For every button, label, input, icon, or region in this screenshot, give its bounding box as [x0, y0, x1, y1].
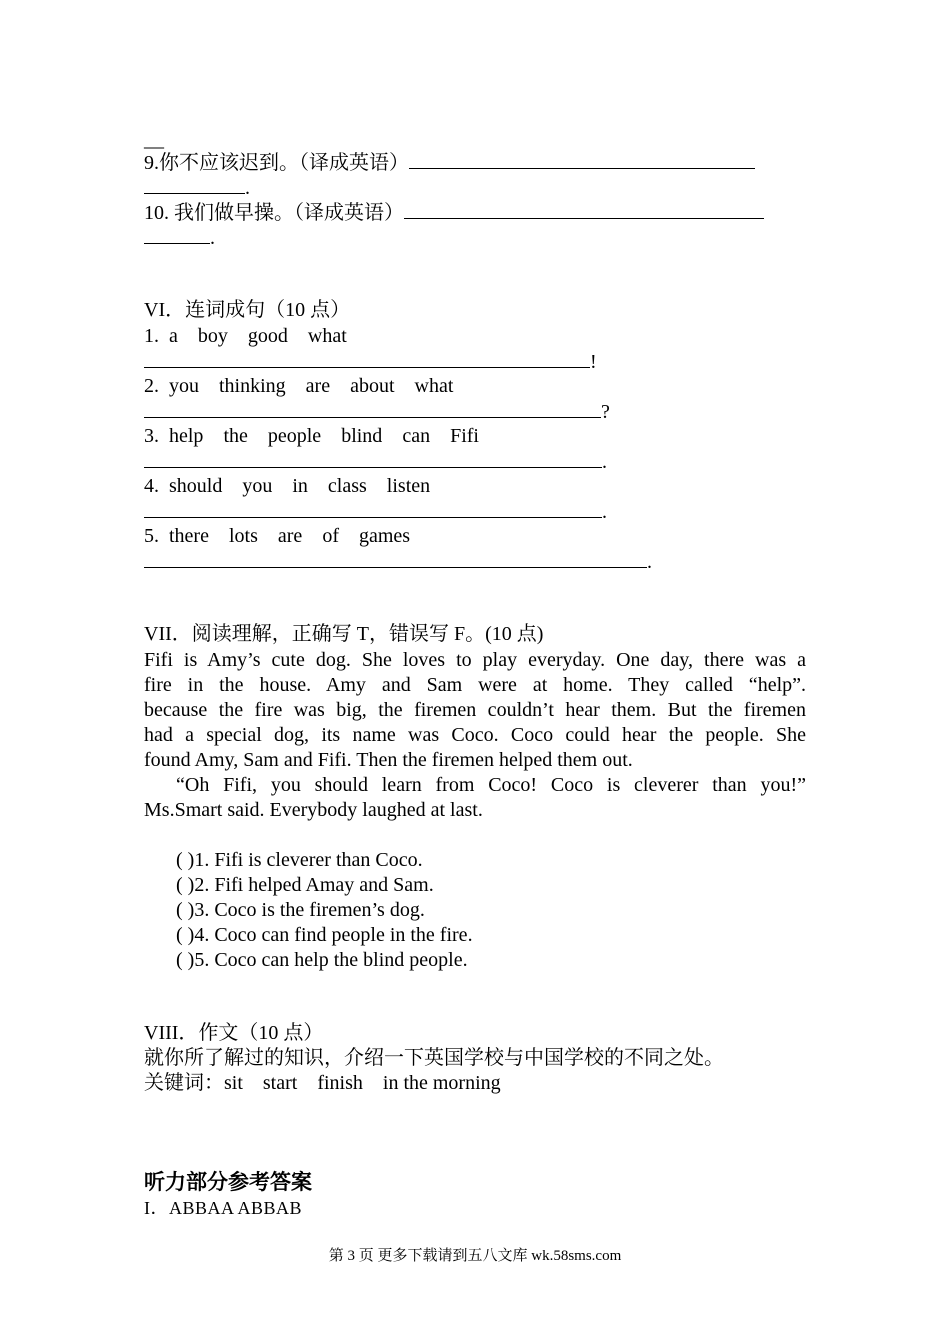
section-6-title: VI．连词成句（10 点） [144, 299, 351, 321]
tf-question-1: ( )1. Fifi is cleverer than Coco. [176, 849, 423, 871]
reorder-item-2: 2. you thinking are about what [144, 375, 454, 397]
reorder-item-3: 3. help the people blind can Fifi [144, 425, 479, 447]
section-8-title: VIII．作文（10 点） [144, 1022, 324, 1044]
answer-blank[interactable] [404, 200, 764, 219]
passage-line: fire in the house. Amy and Sam were at home. They called “help”. [144, 674, 806, 696]
reorder-item-1: 1. a boy good what [144, 325, 347, 347]
reorder-answer-4: . [144, 499, 607, 525]
tf-question-2: ( )2. Fifi helped Amay and Sam. [176, 874, 434, 896]
document-page [144, 0, 806, 1344]
reorder-answer-5: . [144, 549, 652, 575]
answer-blank[interactable] [144, 349, 590, 368]
reorder-answer-2: ? [144, 399, 610, 425]
tf-question-5: ( )5. Coco can help the blind people. [176, 949, 468, 971]
answer-blank[interactable] [144, 499, 602, 518]
stub-underline: __ [144, 129, 164, 151]
passage-line: “Oh Fifi, you should learn from Coco! Coco is cleverer than you!” [176, 774, 806, 796]
answer-blank[interactable] [144, 449, 602, 468]
passage-line: Fifi is Amy’s cute dog. She loves to play everyday. One day, there was a [144, 649, 806, 671]
passage-line: because the fire was big, the firemen couldn’t hear them. But the firemen [144, 699, 806, 721]
reorder-answer-3: . [144, 449, 607, 475]
answers-title: 听力部分参考答案 [144, 1170, 312, 1194]
question-10-text: 10. 我们做早操。（译成英语） [144, 202, 404, 224]
tf-question-3: ( )3. Coco is the firemen’s dog. [176, 899, 425, 921]
reorder-item-4: 4. should you in class listen [144, 475, 431, 497]
answers-line-1: I．ABBAA ABBAB [144, 1198, 303, 1218]
reorder-answer-1: ! [144, 349, 597, 375]
essay-prompt: 就你所了解过的知识，介绍一下英国学校与中国学校的不同之处。 [144, 1047, 724, 1069]
section-7-title: VII．阅读理解，正确写 T，错误写 F。(10 点) [144, 623, 544, 645]
passage-line: Ms.Smart said. Everybody laughed at last. [144, 799, 483, 821]
question-10-continuation: . [144, 225, 215, 251]
tf-question-4: ( )4. Coco can find people in the fire. [176, 924, 473, 946]
answer-blank[interactable] [409, 150, 755, 169]
reorder-item-5: 5. there lots are of games [144, 525, 411, 547]
answer-blank[interactable] [144, 175, 245, 194]
question-9-continuation: . [144, 175, 250, 201]
question-9-text: 9.你不应该迟到。（译成英语） [144, 152, 409, 174]
answer-blank[interactable] [144, 549, 647, 568]
answer-blank[interactable] [144, 399, 601, 418]
passage-line: had a special dog, its name was Coco. Coco could hear the people. She [144, 724, 806, 746]
question-9 [144, 150, 755, 176]
passage-line: found Amy, Sam and Fifi. Then the firemen helped them out. [144, 749, 633, 771]
answer-blank[interactable] [144, 225, 210, 244]
question-10 [144, 200, 764, 226]
essay-keywords: 关键词：sit start finish in the morning [144, 1072, 501, 1094]
page-footer: 第 3 页 更多下载请到五八文库 wk.58sms.com [328, 1248, 622, 1264]
